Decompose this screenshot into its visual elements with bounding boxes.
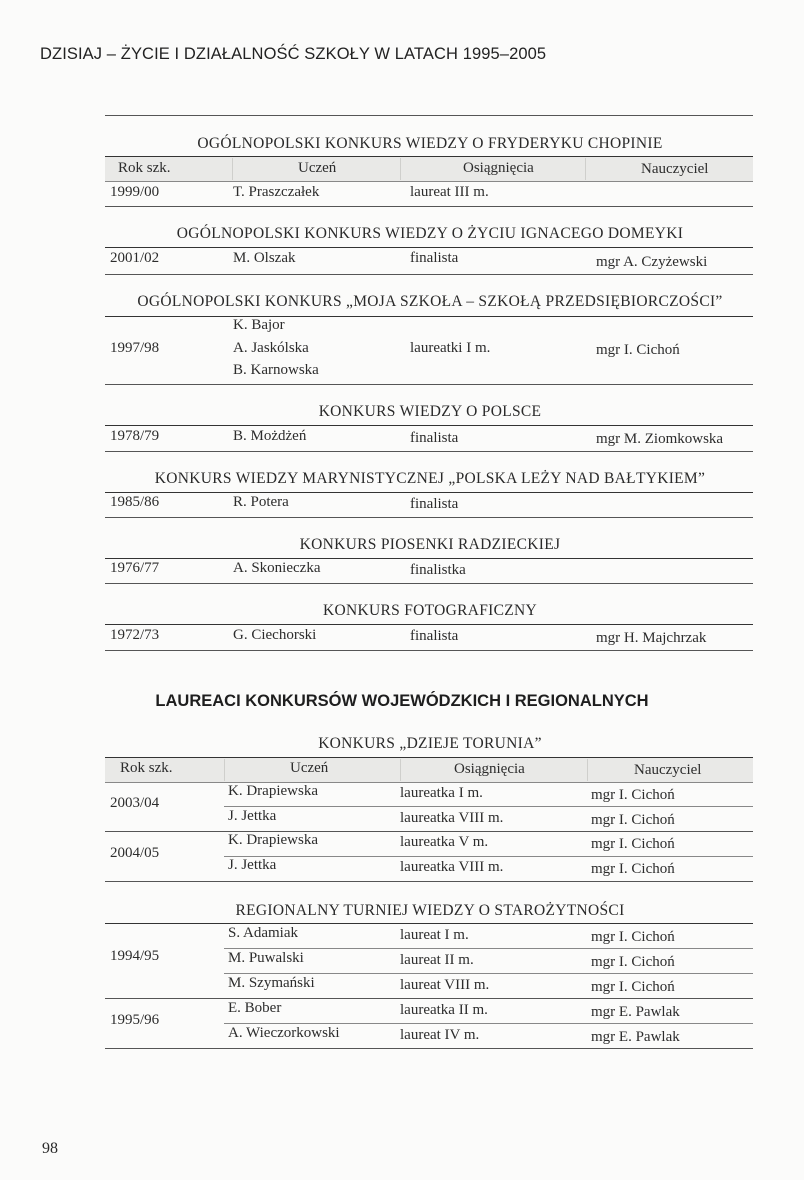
header-separator (400, 759, 401, 781)
rule (105, 181, 753, 182)
cell-year: 1995/96 (110, 1012, 160, 1028)
contest-title-domeyko: OGÓLNOPOLSKI KONKURS WIEDZY O ŻYCIU IGNACEGO DOMEYKI (176, 225, 684, 242)
rule (105, 650, 753, 651)
header-achievement: Osiągnięcia (454, 761, 525, 777)
rule (105, 782, 753, 783)
rule (105, 831, 753, 832)
rule (224, 806, 753, 807)
rule (224, 948, 753, 949)
cell-teacher: mgr E. Pawlak (591, 1004, 680, 1020)
contest-title-piosenki: KONKURS PIOSENKI RADZIECKIEJ (299, 536, 561, 553)
cell-year: 2001/02 (110, 250, 160, 266)
cell-achievement: finalista (410, 628, 459, 644)
contest-title-foto: KONKURS FOTOGRAFICZNY (323, 602, 537, 619)
page-number: 98 (42, 1140, 58, 1157)
cell-teacher: mgr I. Cichoń (591, 812, 675, 828)
cell-student: B. Karnowska (233, 362, 319, 378)
cell-achievement: finalista (410, 250, 459, 266)
cell-teacher: mgr I. Cichoń (591, 954, 675, 970)
cell-student: M. Puwalski (228, 950, 304, 966)
cell-teacher: mgr I. Cichoń (591, 836, 675, 852)
cell-student: K. Drapiewska (228, 783, 318, 799)
cell-achievement: laureatka II m. (400, 1002, 488, 1018)
cell-achievement: finalista (410, 496, 459, 512)
rule (105, 247, 753, 248)
cell-year: 2003/04 (110, 795, 160, 811)
cell-year: 1972/73 (110, 627, 160, 643)
rule (105, 1048, 753, 1049)
rule (105, 624, 753, 625)
header-separator (585, 158, 586, 180)
cell-achievement: laureat IV m. (400, 1027, 480, 1043)
cell-teacher: mgr I. Cichoń (591, 929, 675, 945)
cell-student: A. Wieczorkowski (228, 1025, 340, 1041)
header-separator (224, 759, 225, 781)
cell-achievement: finalistka (410, 562, 466, 578)
header-student: Uczeń (298, 160, 337, 176)
cell-year: 1997/98 (110, 340, 160, 356)
top-rule (105, 115, 753, 116)
rule (224, 856, 753, 857)
cell-student: B. Możdżeń (233, 428, 307, 444)
cell-year: 1994/95 (110, 948, 160, 964)
cell-student: M. Olszak (233, 250, 296, 266)
cell-student: K. Drapiewska (228, 832, 318, 848)
cell-achievement: laureatki I m. (410, 340, 491, 356)
contest-title-marynistyczny: KONKURS WIEDZY MARYNISTYCZNEJ „POLSKA LEŻY NAD BAŁTYKIEM” (154, 470, 706, 487)
cell-student: T. Praszczałek (233, 184, 320, 200)
cell-student: J. Jettka (228, 857, 277, 873)
cell-teacher: mgr I. Cichoń (591, 787, 675, 803)
header-student: Uczeń (290, 760, 329, 776)
cell-teacher: mgr A. Czyżewski (596, 254, 708, 270)
rule (224, 1023, 753, 1024)
rule (105, 425, 753, 426)
header-separator (232, 158, 233, 180)
header-year: Rok szk. (118, 160, 171, 176)
cell-year: 1985/86 (110, 494, 160, 510)
contest-title-polska: KONKURS WIEDZY O POLSCE (318, 403, 542, 420)
cell-student: M. Szymański (228, 975, 315, 991)
cell-teacher: mgr I. Cichoń (596, 342, 680, 358)
rule (105, 998, 753, 999)
contest-title-moja-szkola: OGÓLNOPOLSKI KONKURS „MOJA SZKOŁA – SZKOŁĄ PRZEDSIĘBIORCZOŚCI” (137, 293, 723, 310)
rule (105, 517, 753, 518)
header-separator (400, 158, 401, 180)
cell-achievement: laureat III m. (410, 184, 489, 200)
rule (105, 206, 753, 207)
rule (224, 973, 753, 974)
cell-year: 2004/05 (110, 845, 160, 861)
cell-teacher: mgr H. Majchrzak (596, 630, 707, 646)
cell-student: J. Jettka (228, 808, 277, 824)
rule (105, 274, 753, 275)
cell-student: A. Skonieczka (233, 560, 321, 576)
cell-student: E. Bober (228, 1000, 282, 1016)
contest-title-torun: KONKURS „DZIEJE TORUNIA” (318, 735, 542, 752)
cell-achievement: laureatka VIII m. (400, 810, 504, 826)
contest-title-starozytnosc: REGIONALNY TURNIEJ WIEDZY O STAROŻYTNOŚCI (235, 902, 625, 919)
rule (105, 492, 753, 493)
cell-achievement: laureat II m. (400, 952, 474, 968)
rule (105, 316, 753, 317)
rule (105, 583, 753, 584)
cell-achievement: laureatka I m. (400, 785, 483, 801)
cell-achievement: laureat VIII m. (400, 977, 490, 993)
cell-student: K. Bajor (233, 317, 285, 333)
section-heading: LAUREACI KONKURSÓW WOJEWÓDZKICH I REGIONALNYCH (155, 692, 649, 710)
rule (105, 558, 753, 559)
rule (105, 451, 753, 452)
rule (105, 923, 753, 924)
header-achievement: Osiągnięcia (463, 160, 534, 176)
rule (105, 384, 753, 385)
cell-achievement: finalista (410, 430, 459, 446)
cell-teacher: mgr I. Cichoń (591, 861, 675, 877)
cell-year: 1999/00 (110, 184, 160, 200)
cell-student: A. Jaskólska (233, 340, 309, 356)
cell-teacher: mgr E. Pawlak (591, 1029, 680, 1045)
running-header: DZISIAJ – ŻYCIE I DZIAŁALNOŚĆ SZKOŁY W LATACH 1995–2005 (40, 45, 547, 63)
cell-year: 1978/79 (110, 428, 160, 444)
contest-title-chopin: OGÓLNOPOLSKI KONKURS WIEDZY O FRYDERYKU CHOPINIE (197, 135, 663, 152)
cell-teacher: mgr M. Ziomkowska (596, 431, 724, 447)
header-separator (587, 759, 588, 781)
header-teacher: Nauczyciel (641, 161, 709, 177)
cell-achievement: laureat I m. (400, 927, 469, 943)
cell-year: 1976/77 (110, 560, 160, 576)
header-year: Rok szk. (120, 760, 173, 776)
rule (105, 881, 753, 882)
cell-teacher: mgr I. Cichoń (591, 979, 675, 995)
cell-student: S. Adamiak (228, 925, 298, 941)
cell-student: R. Potera (233, 494, 289, 510)
cell-achievement: laureatka V m. (400, 834, 489, 850)
cell-student: G. Ciechorski (233, 627, 317, 643)
header-teacher: Nauczyciel (634, 762, 702, 778)
cell-achievement: laureatka VIII m. (400, 859, 504, 875)
